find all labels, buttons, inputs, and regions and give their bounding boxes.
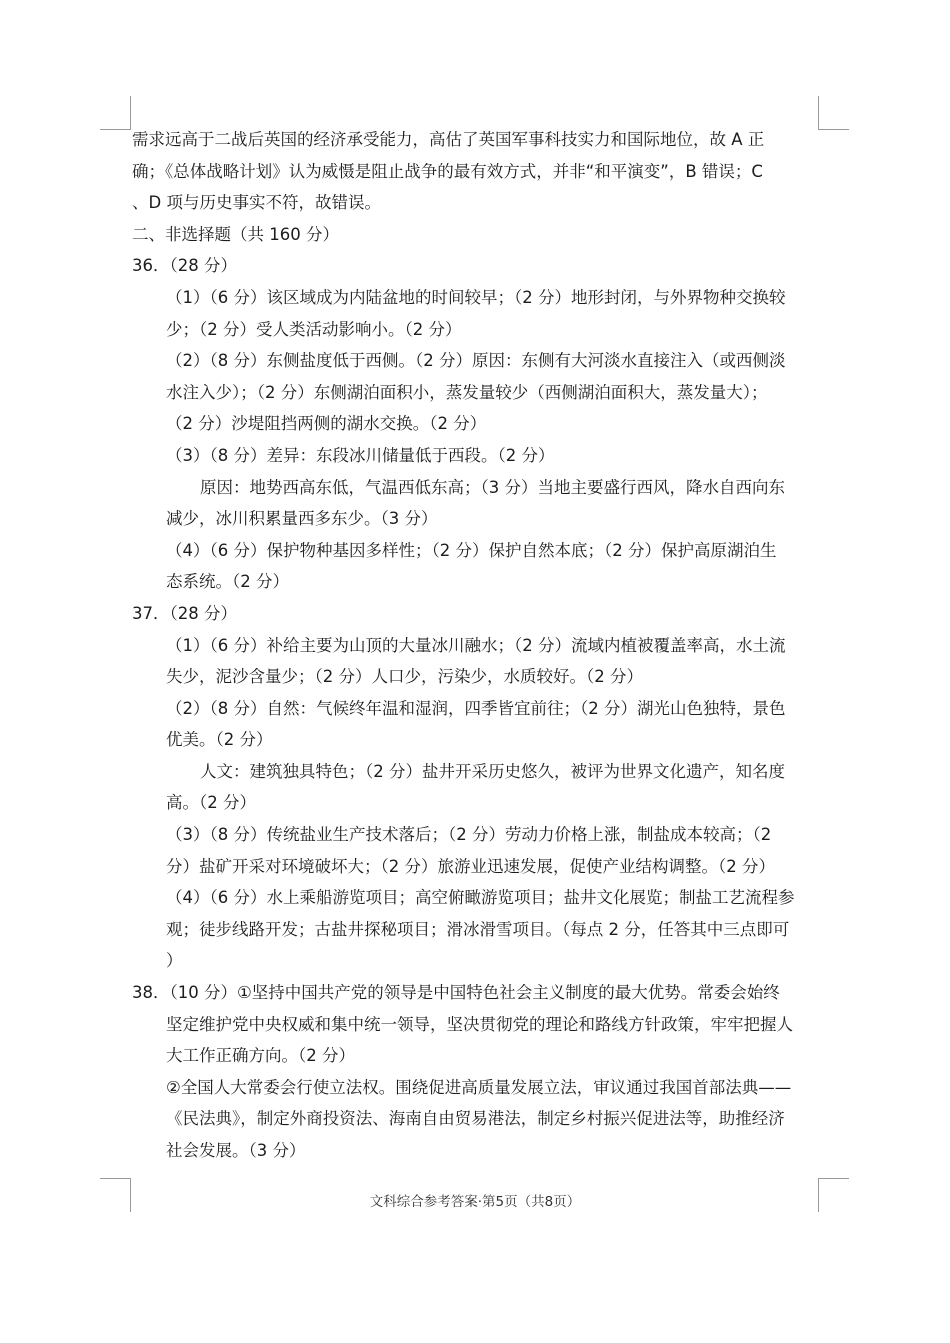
text-line: 需求远高于二战后英国的经济承受能力，高估了英国军事科技实力和国际地位，故 A 正: [132, 130, 765, 149]
answer-line: 坚定维护党中央权威和集中统一领导，坚决贯彻党的理论和路线方针政策，牢牢把握人: [166, 1014, 793, 1034]
answer-line: 《民法典》，制定外商投资法、海南自由贸易港法，制定乡村振兴促进法等，助推经济: [166, 1109, 785, 1129]
answer-line: （2）（8 分）自然：气候终年温和湿润，四季皆宜前往；（2 分）湖光山色独特，景色: [166, 698, 786, 718]
answer-line: 大工作正确方向。（2 分）: [166, 1046, 355, 1066]
text-line: 确；《总体战略计划》认为威慑是阻止战争的最有效方式，并非“和平演变”，B 错误；C: [132, 161, 763, 181]
answer-line: 原因：地势西高东低，气温西低东高；（3 分）当地主要盛行西风，降水自西向东: [200, 477, 785, 497]
answer-line: 减少，冰川积累量西多东少。（3 分）: [166, 509, 438, 529]
answer-line: ）: [166, 951, 183, 971]
answer-line: 观；徒步线路开发；古盐井探秘项目；滑冰滑雪项目。（每点 2 分，任答其中三点即可: [166, 919, 790, 939]
question-number: 36．（28 分）: [132, 256, 237, 276]
answer-line: 社会发展。（3 分）: [166, 1141, 306, 1160]
answer-line: （3）（8 分）差异：东段冰川储量低于西段。（2 分）: [166, 445, 555, 465]
answer-line: （4）（6 分）水上乘船游览项目；高空俯瞰游览项目；盐井文化展览；制盐工艺流程参: [166, 888, 795, 908]
text-line: 、D 项与历史事实不符，故错误。: [132, 193, 381, 213]
question-number: 38．（10 分）①坚持中国共产党的领导是中国特色社会主义制度的最大优势。常委会始终: [132, 983, 780, 1003]
answer-line: 水注入少）；（2 分）东侧湖泊面积小，蒸发量较少（西侧湖泊面积大，蒸发量大）；: [166, 382, 768, 402]
page-footer: 文科综合参考答案·第5页（共8页）: [369, 1194, 581, 1210]
crop-mark-top-right: [818, 96, 849, 130]
answer-line: （1）（6 分）该区域成为内陆盆地的时间较早；（2 分）地形封闭，与外界物种交换较: [166, 287, 786, 307]
answer-line: 失少，泥沙含量少；（2 分）人口少，污染少，水质较好。（2 分）: [166, 667, 643, 687]
answer-line: （2）（8 分）东侧盐度低于西侧。（2 分）原因：东侧有大河淡水直接注入（或西侧淡: [166, 351, 786, 371]
answer-line: 人文：建筑独具特色；（2 分）盐井开采历史悠久，被评为世界文化遗产，知名度: [200, 761, 785, 781]
answer-line: 态系统。（2 分）: [166, 572, 289, 592]
answer-line: （2 分）沙堤阻挡两侧的湖水交换。（2 分）: [166, 414, 487, 434]
section-heading: 二、非选择题（共 160 分）: [132, 224, 339, 244]
answer-line: （1）（6 分）补给主要为山顶的大量冰川融水；（2 分）流域内植被覆盖率高，水土流: [166, 635, 786, 655]
answer-line: （4）（6 分）保护物种基因多样性；（2 分）保护自然本底；（2 分）保护高原湖泊生: [166, 540, 777, 560]
answer-key-content: [132, 124, 822, 1167]
answer-line: ②全国人大常委会行使立法权。围绕促进高质量发展立法，审议通过我国首部法典——: [166, 1077, 792, 1097]
answer-line: 少；（2 分）受人类活动影响小。（2 分）: [166, 319, 462, 339]
crop-mark-top-left: [100, 96, 131, 130]
answer-line: （3）（8 分）传统盐业生产技术落后；（2 分）劳动力价格上涨，制盐成本较高；（2: [166, 825, 772, 845]
answer-line: 优美。（2 分）: [166, 730, 273, 750]
answer-line: 分）盐矿开采对环境破坏大；（2 分）旅游业迅速发展，促使产业结构调整。（2 分）: [166, 856, 775, 876]
question-number: 37．（28 分）: [132, 603, 237, 623]
answer-line: 高。（2 分）: [166, 793, 256, 813]
